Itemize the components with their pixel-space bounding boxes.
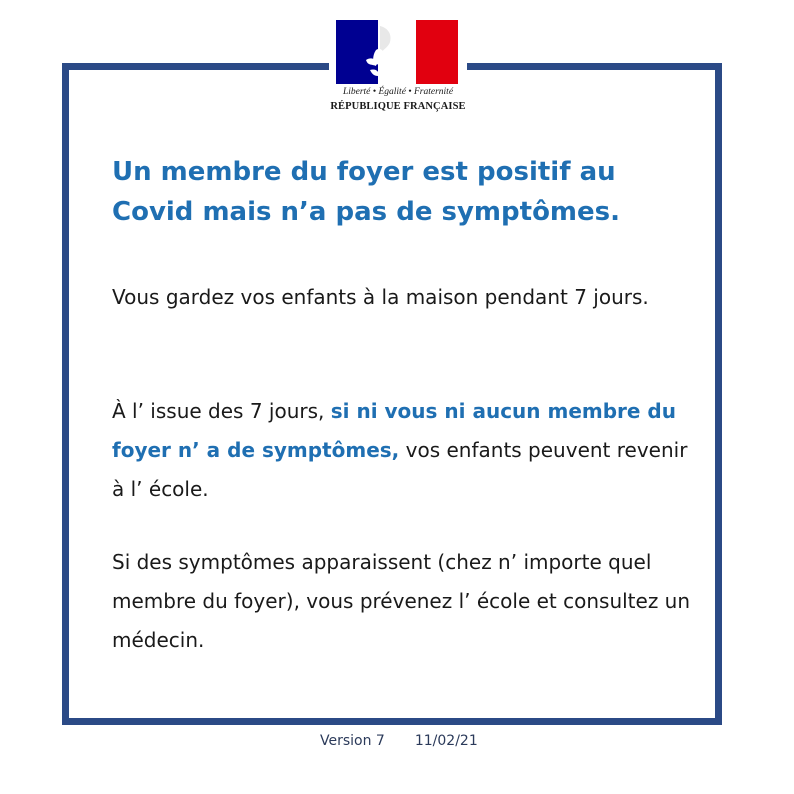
page-title <box>112 152 702 232</box>
marianne-flag-icon <box>336 20 458 84</box>
republique-francaise-label: RÉPUBLIQUE FRANÇAISE <box>330 101 466 112</box>
title-line-2: Covid mais n’a pas de symptômes. <box>112 197 621 227</box>
paragraph-symptoms: Si des symptômes apparaissent (chez n’ importe quel membre du foyer), vous prévenez l’ école et consultez un médecin. <box>112 550 691 652</box>
footer <box>320 733 478 749</box>
paragraph-return-condition: si ni vous ni aucun membre du foyer n’ a de symptômes, <box>112 399 676 462</box>
paragraph-return-to-school <box>112 392 692 509</box>
version-date: 11/02/21 <box>414 733 478 749</box>
paragraph-quarantine: Vous gardez vos enfants à la maison pendant 7 jours. <box>112 285 649 309</box>
paragraph-return-outcome: vos enfants peuvent revenir à l’ école. <box>112 438 688 501</box>
version-label: Version 7 <box>320 733 385 749</box>
paragraph-return-intro: À l’ issue des 7 jours, <box>112 399 331 423</box>
motto: Liberté • Égalité • Fraternité <box>342 87 454 97</box>
republique-francaise-logo <box>329 14 467 114</box>
title-line-1: Un membre du foyer est positif au <box>112 157 616 187</box>
